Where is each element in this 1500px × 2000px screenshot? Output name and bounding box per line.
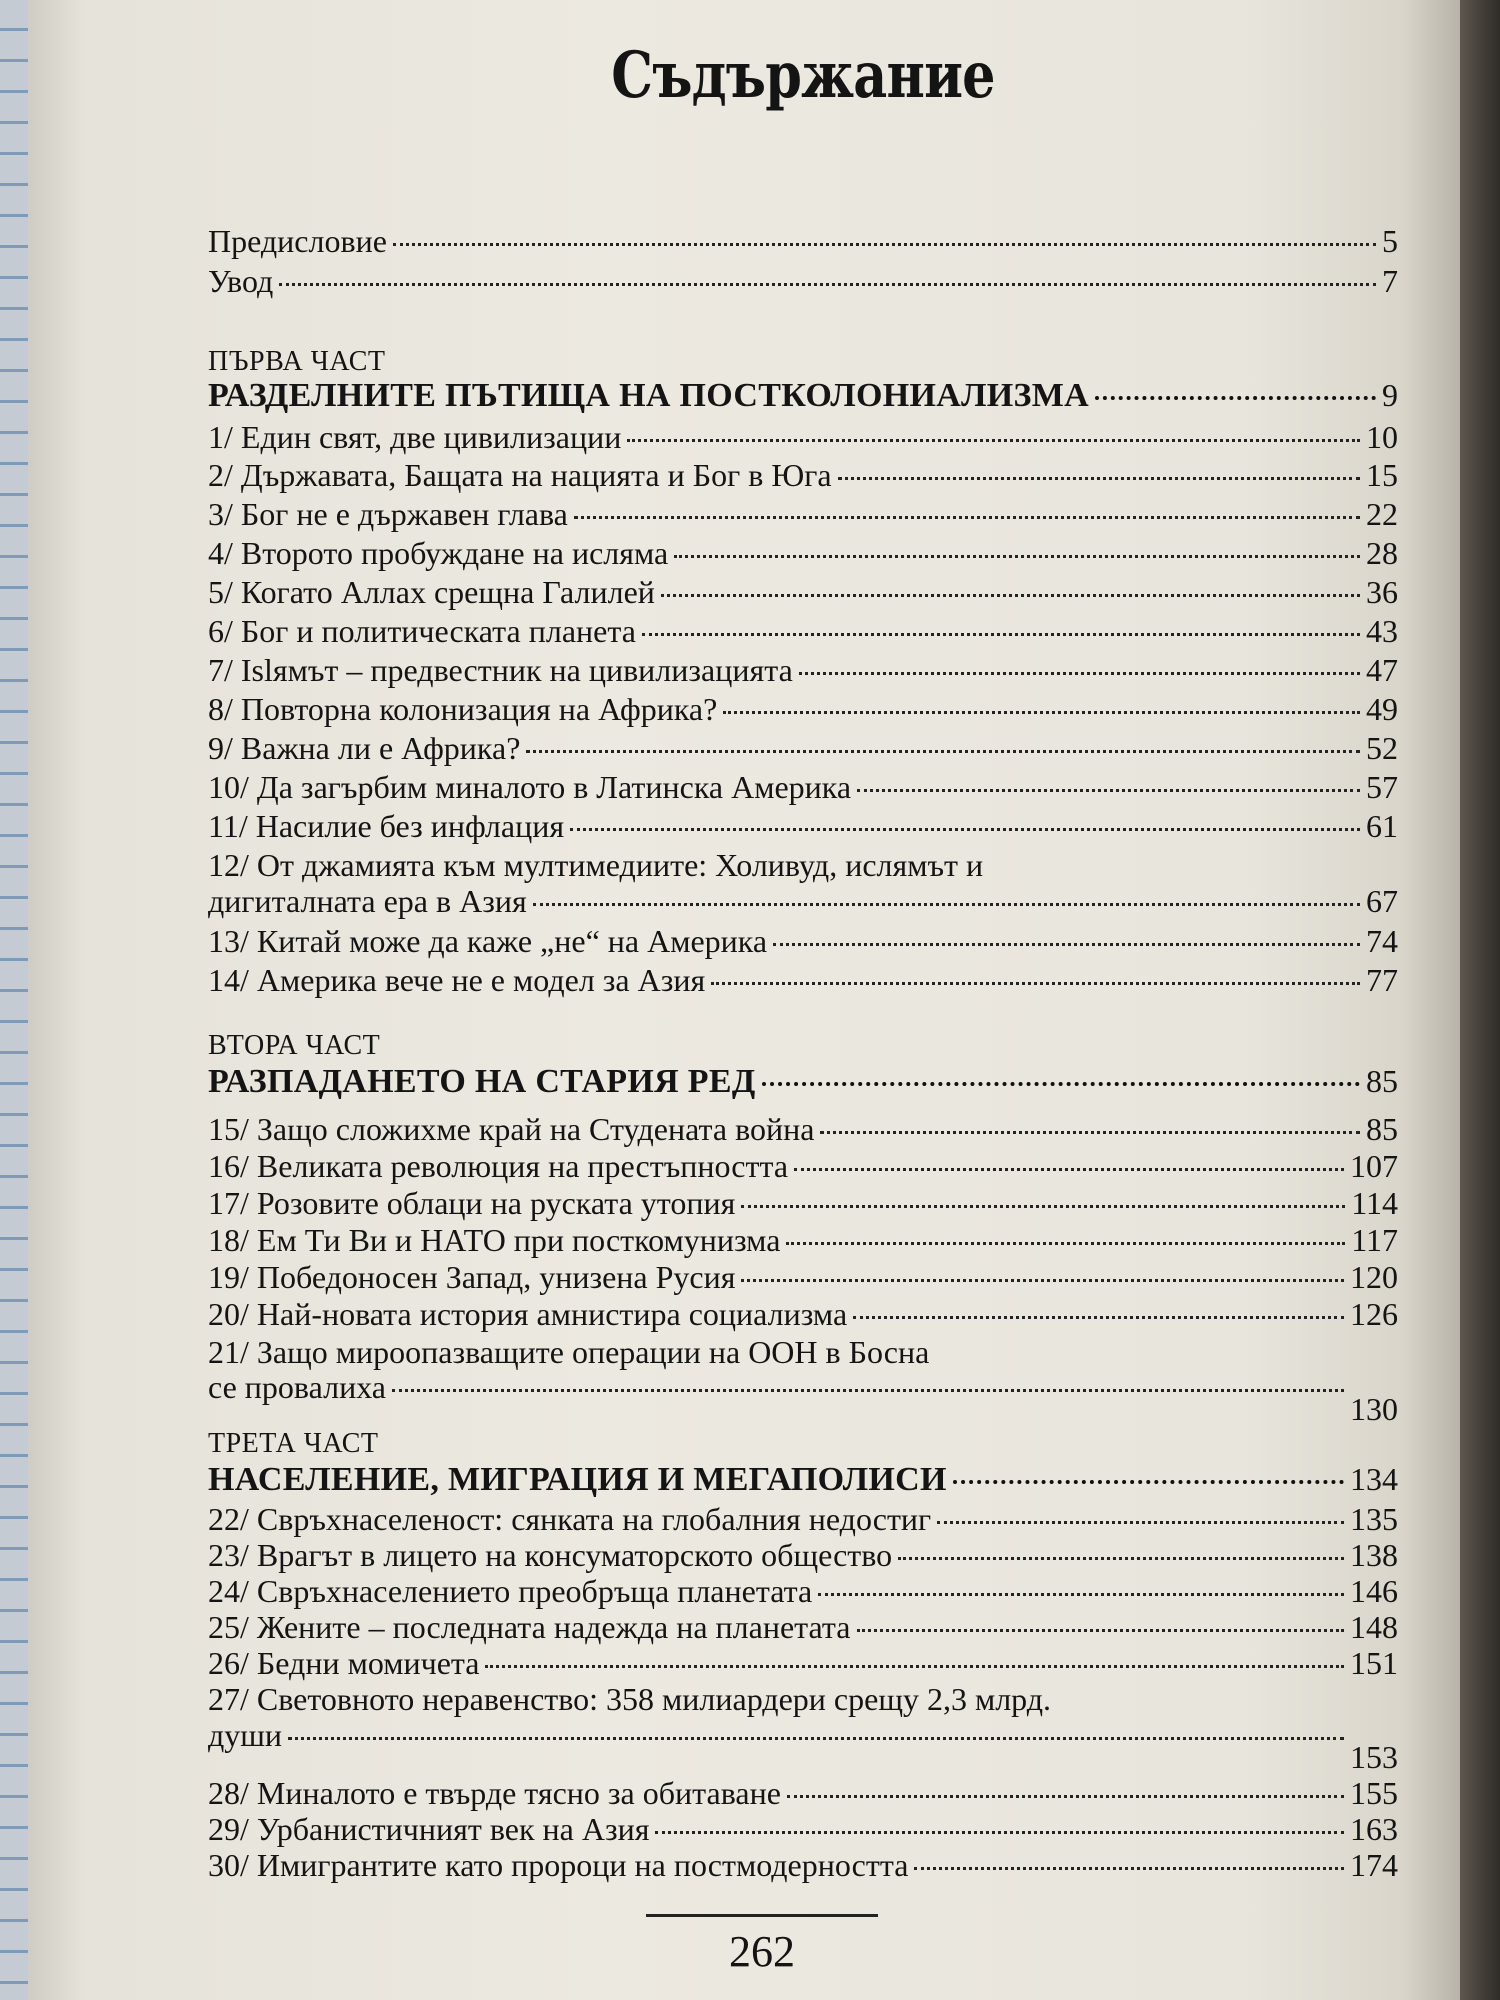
dot-leader bbox=[570, 828, 1360, 831]
part-label: ПЪРВА ЧАСТ bbox=[208, 346, 386, 377]
dot-leader bbox=[674, 555, 1360, 558]
dot-leader bbox=[799, 672, 1360, 675]
entry-page: 43 bbox=[1366, 613, 1398, 649]
part-title-row bbox=[208, 376, 1398, 415]
entry-label: 19/ Победоносен Запад, унизена Русия bbox=[208, 1259, 736, 1295]
entry-label: 9/ Важна ли е Африка? bbox=[208, 730, 521, 766]
entry-label: Увод bbox=[208, 263, 274, 299]
entry-label: 16/ Великата революция на престъпността bbox=[208, 1148, 789, 1184]
entry-page: 61 bbox=[1366, 808, 1398, 844]
entry-page: 117 bbox=[1351, 1222, 1398, 1258]
toc-entry bbox=[208, 1258, 1398, 1296]
entry-label: 13/ Китай може да каже „не“ на Америка bbox=[208, 923, 768, 959]
toc-entry bbox=[208, 1536, 1398, 1574]
toc-entry bbox=[208, 651, 1398, 689]
entry-label: 17/ Розовите облаци на руската утопия bbox=[208, 1185, 736, 1221]
toc-entry bbox=[208, 1774, 1398, 1812]
entry-page: 174 bbox=[1350, 1847, 1398, 1883]
entry-page: 114 bbox=[1351, 1185, 1398, 1221]
entry-page: 146 bbox=[1350, 1573, 1398, 1609]
dot-leader bbox=[787, 1795, 1344, 1798]
toc-entry bbox=[208, 456, 1398, 494]
entry-page: 22 bbox=[1366, 496, 1398, 532]
entry-page: 85 bbox=[1366, 1111, 1398, 1147]
dot-leader bbox=[741, 1279, 1344, 1282]
background-edge bbox=[1460, 0, 1500, 2000]
entry-page: 134 bbox=[1350, 1461, 1398, 1497]
dot-leader bbox=[818, 1593, 1344, 1596]
entry-label: дигиталната ера в Азия bbox=[208, 883, 527, 919]
dot-leader bbox=[820, 1131, 1360, 1134]
entry-page: 47 bbox=[1366, 652, 1398, 688]
entry-label: 6/ Бог и политическата планета bbox=[208, 613, 636, 649]
entry-page: 148 bbox=[1350, 1609, 1398, 1645]
dot-leader bbox=[853, 1316, 1344, 1319]
dot-leader bbox=[838, 477, 1360, 480]
dot-leader bbox=[661, 594, 1360, 597]
part-title: РАЗПАДАНЕТО НА СТАРИЯ РЕД bbox=[208, 1063, 756, 1100]
entry-page: 130 bbox=[1350, 1391, 1398, 1427]
entry-label: 11/ Насилие без инфлация bbox=[208, 808, 565, 844]
dot-leader bbox=[723, 711, 1360, 714]
entry-page: 57 bbox=[1366, 769, 1398, 805]
toc-entry bbox=[208, 1572, 1398, 1610]
dot-leader bbox=[898, 1557, 1344, 1560]
part-title: НАСЕЛЕНИЕ, МИГРАЦИЯ И МЕГАПОЛИСИ bbox=[208, 1461, 947, 1498]
dot-leader bbox=[786, 1242, 1345, 1245]
toc-entry-introduction bbox=[208, 262, 1398, 300]
toc-entry-preface bbox=[208, 222, 1398, 260]
part-title-row bbox=[208, 1062, 1398, 1101]
dot-leader bbox=[857, 1629, 1345, 1632]
entry-page: 151 bbox=[1350, 1645, 1398, 1681]
toc-entry bbox=[208, 1500, 1398, 1538]
toc-entry bbox=[208, 418, 1398, 456]
entry-page: 36 bbox=[1366, 574, 1398, 610]
entry-label: 8/ Повторна колонизация на Африка? bbox=[208, 691, 718, 727]
toc-entry bbox=[208, 495, 1398, 533]
toc-entry bbox=[208, 1368, 1398, 1427]
entry-label: 20/ Най-новата история амнистира социализма bbox=[208, 1296, 848, 1332]
toc-entry bbox=[208, 922, 1398, 960]
entry-label: 18/ Ем Ти Ви и НАТО при посткомунизма bbox=[208, 1222, 781, 1258]
entry-page: 10 bbox=[1366, 419, 1398, 455]
entry-label: 14/ Америка вече не е модел за Азия bbox=[208, 962, 706, 998]
entry-label: 3/ Бог не е държавен глава bbox=[208, 496, 568, 532]
part-label: ТРЕТА ЧАСТ bbox=[208, 1428, 379, 1459]
entry-label: 28/ Миналото е твърде тясно за обитаване bbox=[208, 1775, 781, 1811]
toc-entry bbox=[208, 573, 1398, 611]
entry-label: се провалиха bbox=[208, 1369, 386, 1405]
dot-leader bbox=[857, 789, 1360, 792]
toc-entry bbox=[208, 1110, 1398, 1148]
dot-leader bbox=[642, 633, 1360, 636]
entry-page: 9 bbox=[1382, 377, 1398, 413]
dot-leader bbox=[794, 1168, 1344, 1171]
entry-label-line1: 21/ Защо мироопазващите операции на ООН в Босна bbox=[208, 1334, 930, 1370]
entry-page: 126 bbox=[1350, 1296, 1398, 1332]
dot-leader bbox=[279, 283, 1376, 286]
toc-entry bbox=[208, 1295, 1398, 1333]
entry-page: 153 bbox=[1350, 1739, 1398, 1775]
toc-entry bbox=[208, 1810, 1398, 1848]
entry-page: 155 bbox=[1350, 1775, 1398, 1811]
entry-label-line1: 27/ Световното неравенство: 358 милиардери срещу 2,3 млрд. bbox=[208, 1681, 1052, 1717]
dot-leader bbox=[485, 1665, 1344, 1668]
dot-leader bbox=[627, 439, 1360, 442]
entry-label: 5/ Когато Аллах срещна Галилей bbox=[208, 574, 655, 610]
dot-leader bbox=[937, 1521, 1344, 1524]
toc-entry bbox=[208, 1846, 1398, 1884]
dot-leader bbox=[655, 1831, 1344, 1834]
entry-label: 10/ Да загърбим миналото в Латинска Америка bbox=[208, 769, 852, 805]
part-title: РАЗДЕЛНИТЕ ПЪТИЩА НА ПОСТКОЛОНИАЛИЗМА bbox=[208, 377, 1089, 414]
dot-leader bbox=[393, 243, 1376, 246]
part-label: ВТОРА ЧАСТ bbox=[208, 1030, 381, 1061]
dot-leader bbox=[953, 1480, 1344, 1484]
entry-page: 163 bbox=[1350, 1811, 1398, 1847]
entry-label: 29/ Урбанистичният век на Азия bbox=[208, 1811, 650, 1847]
dot-leader bbox=[711, 982, 1360, 985]
dot-leader bbox=[762, 1082, 1360, 1086]
toc-entry bbox=[208, 690, 1398, 728]
toc-entry bbox=[208, 807, 1398, 845]
entry-page: 77 bbox=[1366, 962, 1398, 998]
entry-label: 4/ Второто пробуждане на исляма bbox=[208, 535, 669, 571]
entry-page: 5 bbox=[1382, 223, 1398, 259]
dot-leader bbox=[1095, 396, 1376, 400]
entry-label-line1: 12/ От джамията към мултимедиите: Холивуд, ислямът и bbox=[208, 847, 984, 883]
dot-leader bbox=[741, 1205, 1345, 1208]
entry-page: 67 bbox=[1366, 883, 1398, 919]
entry-page: 7 bbox=[1382, 263, 1398, 299]
footer-rule bbox=[646, 1914, 878, 1917]
toc-entry bbox=[208, 612, 1398, 650]
entry-label: 26/ Бедни момичета bbox=[208, 1645, 480, 1681]
entry-page: 120 bbox=[1350, 1259, 1398, 1295]
toc-entry bbox=[208, 729, 1398, 767]
entry-page: 85 bbox=[1366, 1063, 1398, 1099]
toc-entry bbox=[208, 882, 1398, 920]
entry-label: 2/ Държавата, Бащата на нацията и Бог в Юга bbox=[208, 457, 832, 493]
entry-label: Предисловие bbox=[208, 223, 387, 259]
dot-leader bbox=[574, 516, 1360, 519]
entry-page: 28 bbox=[1366, 535, 1398, 571]
dot-leader bbox=[392, 1389, 1344, 1392]
entry-label: 24/ Свръхнаселението преобръща планетата bbox=[208, 1573, 813, 1609]
dot-leader bbox=[914, 1867, 1344, 1870]
toc-entry bbox=[208, 1716, 1398, 1775]
entry-label: 1/ Един свят, две цивилизации bbox=[208, 419, 622, 455]
entry-page: 138 bbox=[1350, 1537, 1398, 1573]
entry-page: 15 bbox=[1366, 457, 1398, 493]
entry-label: 7/ Islямът – предвестник на цивилизацията bbox=[208, 652, 793, 688]
entry-page: 52 bbox=[1366, 730, 1398, 766]
entry-label: 15/ Защо сложихме край на Студената война bbox=[208, 1111, 815, 1147]
entry-page: 135 bbox=[1350, 1501, 1398, 1537]
entry-label: души bbox=[208, 1717, 283, 1753]
entry-page: 49 bbox=[1366, 691, 1398, 727]
toc-entry bbox=[208, 1221, 1398, 1259]
notebook-paper-background bbox=[0, 0, 30, 2000]
toc-entry bbox=[208, 534, 1398, 572]
dot-leader bbox=[288, 1737, 1344, 1740]
dot-leader bbox=[533, 903, 1360, 906]
toc-entry bbox=[208, 1184, 1398, 1222]
page-number: 262 bbox=[729, 1927, 795, 1976]
entry-label: 22/ Свръхнаселеност: сянката на глобалния недостиг bbox=[208, 1501, 932, 1537]
book-page bbox=[28, 0, 1460, 2000]
entry-label: 23/ Врагът в лицето на консуматорското общество bbox=[208, 1537, 893, 1573]
entry-label: 30/ Имигрантите като пророци на постмодерността bbox=[208, 1847, 909, 1883]
entry-page: 74 bbox=[1366, 923, 1398, 959]
toc-entry bbox=[208, 1147, 1398, 1185]
dot-leader bbox=[526, 750, 1360, 753]
entry-page: 107 bbox=[1350, 1148, 1398, 1184]
toc-entry bbox=[208, 1608, 1398, 1646]
dot-leader bbox=[773, 943, 1360, 946]
toc-entry bbox=[208, 961, 1398, 999]
page-title: Съдържание bbox=[611, 38, 995, 113]
toc-entry bbox=[208, 1644, 1398, 1682]
toc-entry bbox=[208, 768, 1398, 806]
part-title-row bbox=[208, 1460, 1398, 1499]
entry-label: 25/ Жените – последната надежда на планетата bbox=[208, 1609, 851, 1645]
